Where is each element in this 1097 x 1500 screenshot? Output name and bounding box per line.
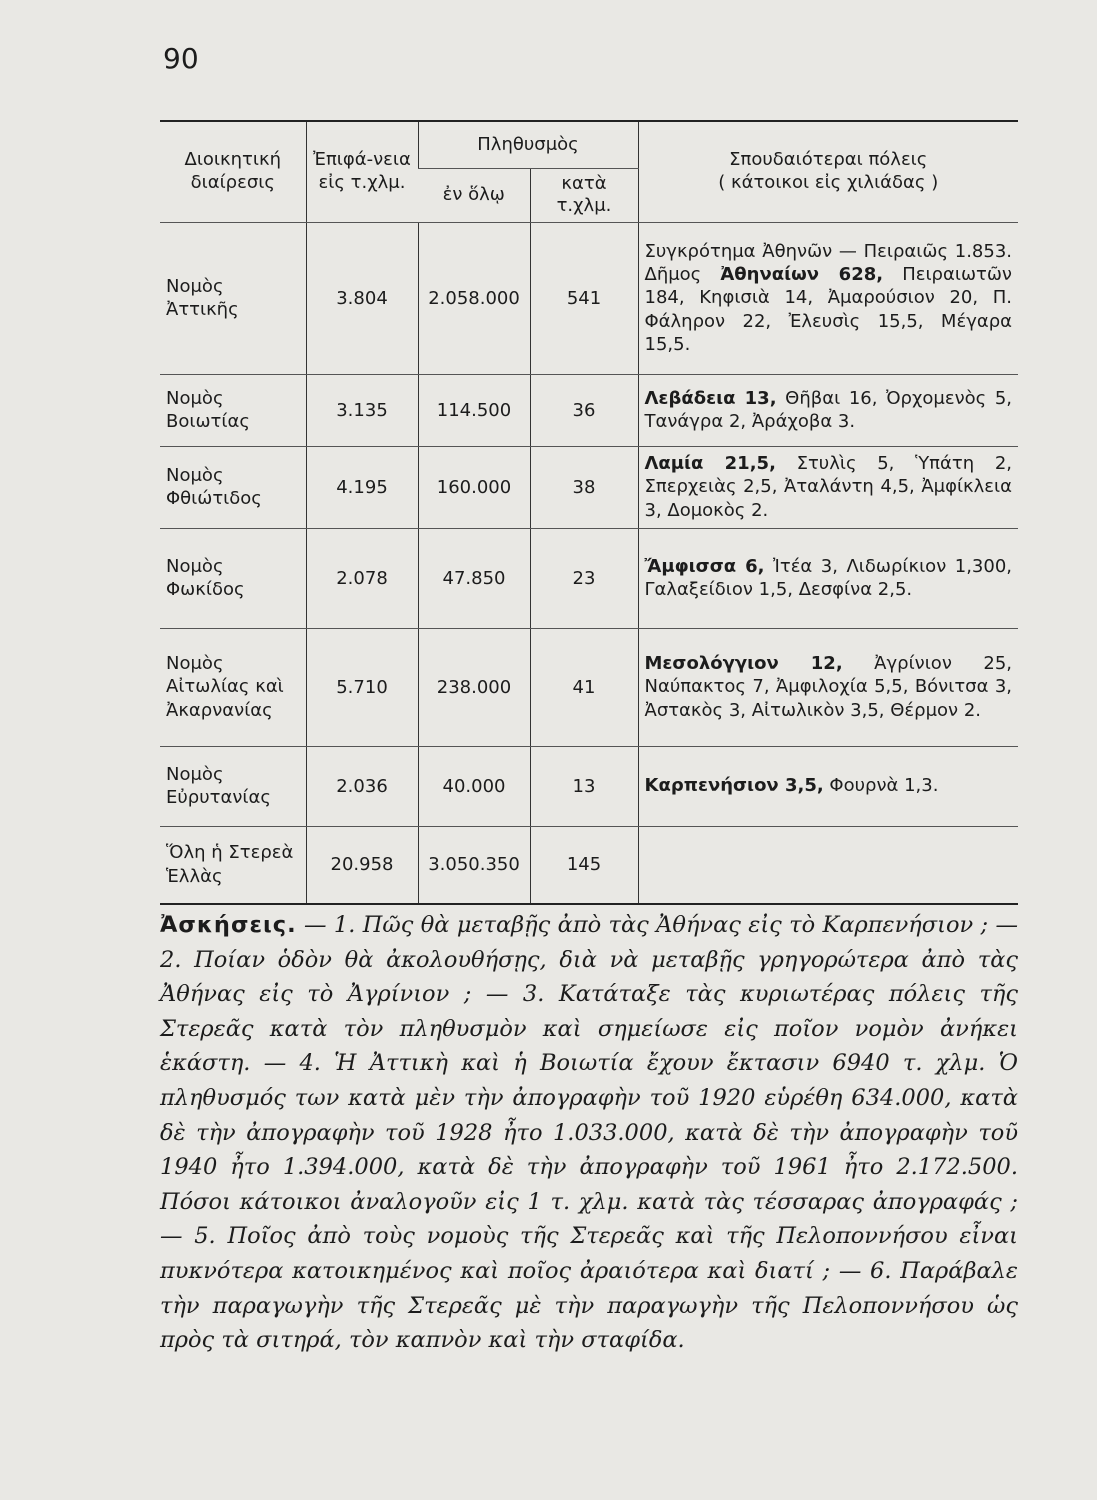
row-density: 38 [530,446,638,528]
row-density: 145 [530,826,638,904]
row-area: 4.195 [306,446,418,528]
cities-main: Λαμία 21,5, [644,452,776,474]
table-row-total [160,826,1018,904]
table-row [160,374,1018,446]
row-total: 2.058.000 [418,222,530,374]
row-total: 114.500 [418,374,530,446]
row-name: Νομὸς Φωκίδος [160,528,306,628]
row-density: 23 [530,528,638,628]
header-cities-sub: ( κάτοικοι εἰς χιλιάδας ) [718,171,939,193]
row-density: 41 [530,628,638,746]
row-area: 3.135 [306,374,418,446]
cities-main: Καρπενήσιον 3,5, [644,775,824,797]
table-row [160,446,1018,528]
header-cities-title: Σπουδαιότεραι πόλεις [729,149,928,171]
row-cities [638,628,1018,746]
row-area: 20.958 [306,826,418,904]
row-cities [638,826,1018,904]
header-division: Διοικητική διαίρεσις [160,122,306,222]
cities-text-2: Πειραιωτῶν 184, Κηφισιὰ 14, Ἀμαρούσιον 20, Π. Φάληρον 22, Ἐλευσὶς 15,5, Μέγαρα 15,5. [644,263,1012,356]
row-cities [638,528,1018,628]
cities-main: Ἀθηναίων 628, [720,263,884,285]
cities-text: Ἰτέα 3, Λιδωρίκιον 1,300, Γαλαξείδιον 1,5, Δεσφίνα 2,5. [644,555,1013,600]
exercises-heading: Ἀσκήσεις. [160,912,297,938]
cities-text: Φουρνὰ 1,3. [829,775,939,797]
row-name: Ὅλη ἡ Στερεὰ Ἑλλὰς [160,826,306,904]
row-cities [638,446,1018,528]
population-table [160,122,1018,905]
exercises-text: — 1. Πῶς θὰ μεταβῇς ἀπὸ τὰς Ἀθήνας εἰς τὸ Καρπενήσιον ; — 2. Ποίαν ὁδὸν θὰ ἀκολουθήσῃς, διὰ νὰ μεταβῇς γρηγορώτερα ἀπὸ τὰς Ἀθήνας εἰς τὸ Ἀγρίνιον ; — 3. Κατάταξε τὰς κυριωτέρας πόλεις τῆς Στερεᾶς κατὰ τὸν πληθυσμὸν καὶ σημείωσε εἰς ποῖον νομὸν ἀνήκει ἑκάστη. — 4. Ἡ Ἀττικὴ καὶ ἡ Βοιωτία ἔχουν ἔκτασιν 6940 τ. χλμ. Ὁ πληθυσμός των κατὰ μὲν τὴν ἀπογραφὴν τοῦ 1920 εὑρέθη 634.000, κατὰ δὲ τὴν ἀπογραφὴν τοῦ 1928 ἦτο 1.033.000, κατὰ δὲ τὴν ἀπογραφὴν τοῦ 1940 ἦτο 1.394.000, κατὰ δὲ τὴν ἀπογραφὴν τοῦ 1961 ἦτο 2.172.500. Πόσοι κάτοικοι ἀναλογοῦν εἰς 1 τ. χλμ. κατὰ τὰς τέσσαρας ἀπογραφάς ; — 5. Ποῖος ἀπὸ τοὺς νομοὺς τῆς Στερεᾶς καὶ τῆς Πελοποννήσου εἶναι πυκνότερα κατοικημένος καὶ ποῖος ἀραιότερα καὶ διατί ; — 6. Παράβαλε τὴν παραγωγὴν τῆς Στερεᾶς μὲ τὴν παραγωγὴν τῆς Πελοποννήσου ὡς πρὸς τὰ σιτηρά, τὸν καπνὸν καὶ τὴν σταφίδα. [160,912,1019,1354]
exercises-paragraph [160,908,1018,1358]
cities-main: Μεσολόγγιον 12, [644,652,843,674]
row-name: Νομὸς Ἀττικῆς [160,222,306,374]
cities-text: Ἀγρίνιον 25, Ναύπακτος 7, Ἀμφιλοχία 5,5, Βόνιτσα 3, Ἀστακὸς 3, Αἰτωλικὸν 3,5, Θέρμον 2. [644,652,1012,721]
cities-text: Στυλὶς 5, Ὑπάτη 2, Σπερχειὰς 2,5, Ἀταλάντη 4,5, Ἀμφίκλεια 3, Δομοκὸς 2. [644,452,1012,521]
row-area: 5.710 [306,628,418,746]
cities-main: Ἄμφισσα 6, [644,555,765,577]
table-row [160,528,1018,628]
row-cities [638,746,1018,826]
header-pop-total: ἐν ὅλῳ [418,168,530,222]
row-name: Νομὸς Φθιώτιδος [160,446,306,528]
row-total: 47.850 [418,528,530,628]
table-row [160,628,1018,746]
cities-text: Θῆβαι 16, Ὀρχομενὸς 5, Τανάγρα 2, Ἀράχοβα 3. [644,387,1012,432]
header-cities [638,122,1018,222]
cities-text: Συγκρότημα Ἀθηνῶν — Πειραιῶς 1.853. Δῆμος [644,240,1012,285]
row-density: 13 [530,746,638,826]
header-population: Πληθυσμὸς [418,122,638,168]
row-name: Νομὸς Βοιωτίας [160,374,306,446]
row-total: 3.050.350 [418,826,530,904]
row-total: 40.000 [418,746,530,826]
row-total: 160.000 [418,446,530,528]
row-total: 238.000 [418,628,530,746]
page-number: 90 [163,42,199,75]
table-row [160,222,1018,374]
row-name: Νομὸς Αἰτωλίας καὶ Ἀκαρνανίας [160,628,306,746]
header-pop-density: κατὰ τ.χλμ. [530,168,638,222]
row-area: 2.078 [306,528,418,628]
row-area: 3.804 [306,222,418,374]
row-name: Νομὸς Εὐρυτανίας [160,746,306,826]
table-row [160,746,1018,826]
header-area: Ἐπιφά-νεια εἰς τ.χλμ. [306,122,418,222]
row-cities [638,222,1018,374]
row-cities [638,374,1018,446]
row-area: 2.036 [306,746,418,826]
cities-main: Λεβάδεια 13, [644,387,777,409]
row-density: 541 [530,222,638,374]
row-density: 36 [530,374,638,446]
